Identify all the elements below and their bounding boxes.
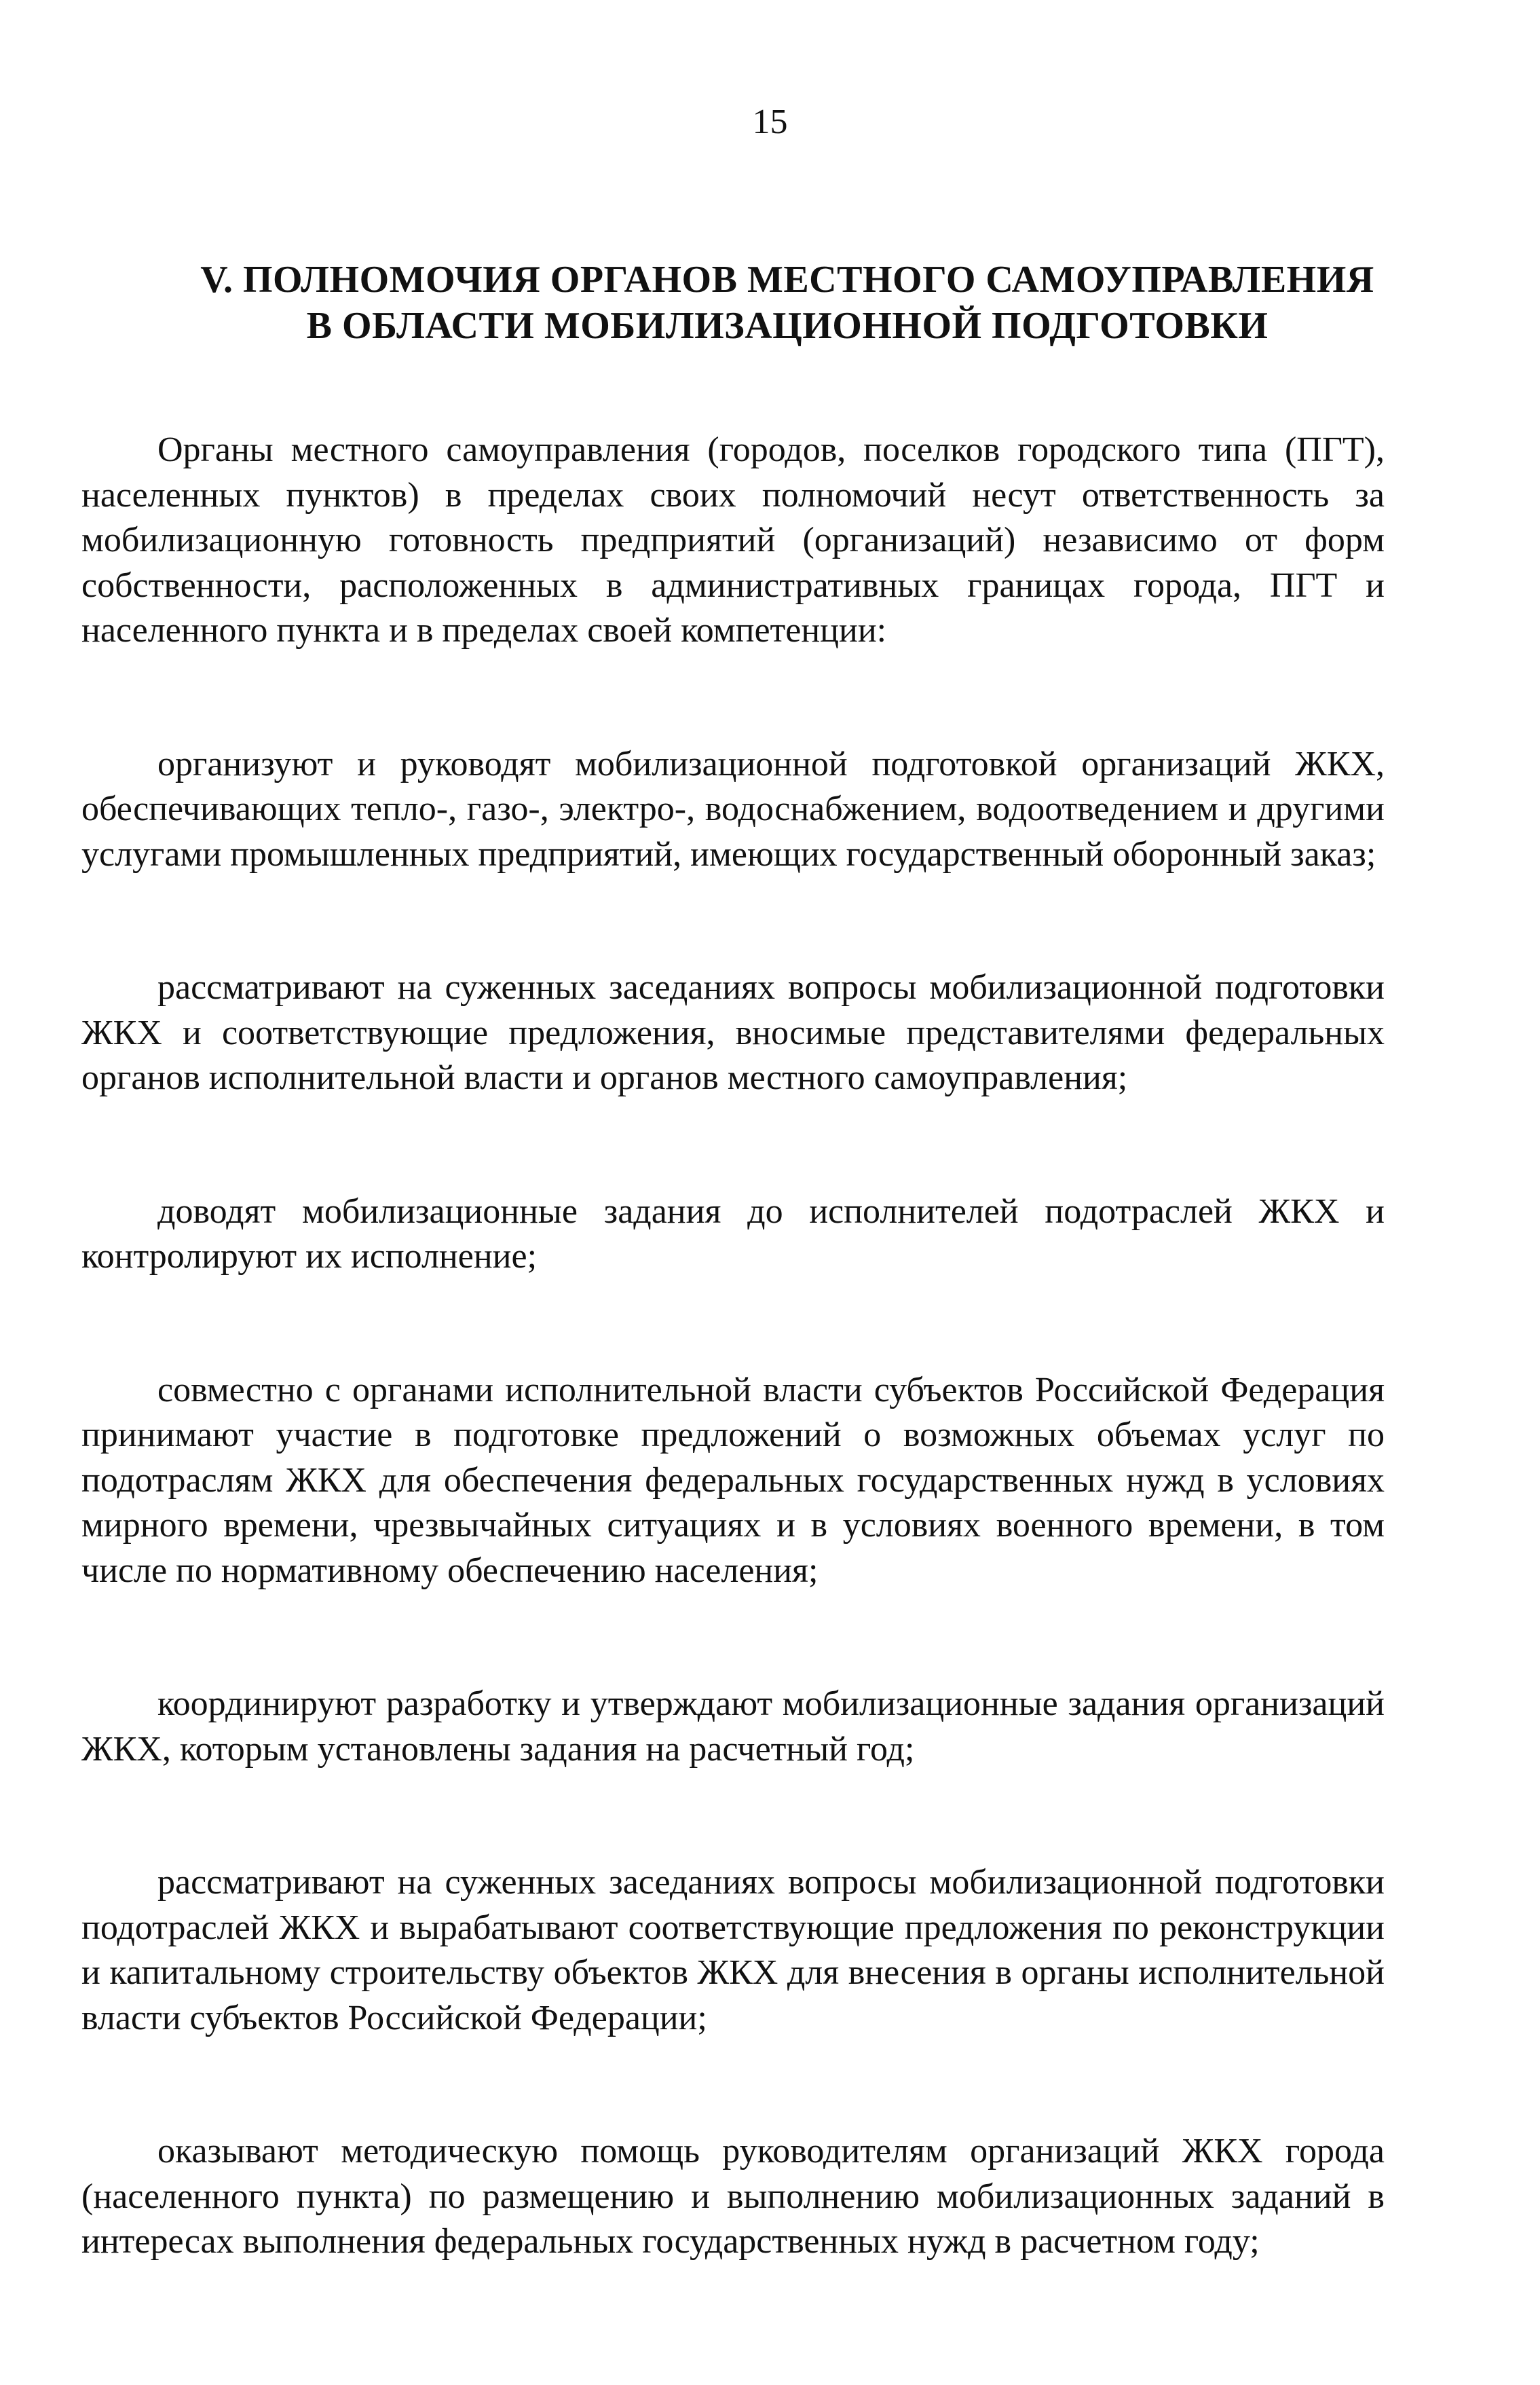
body-text xyxy=(81,428,1385,2265)
page-number: 15 xyxy=(752,103,788,141)
section-heading-line-2: В ОБЛАСТИ МОБИЛИЗАЦИОННОЙ ПОДГОТОВКИ xyxy=(306,305,1269,347)
paragraph-item: совместно с органами исполнительной власти субъектов Российской Федерация принимают участие в подготовке предложений о возможных объемах услуг по подотраслям ЖКХ для обеспечения федеральных государственных нужд в условиях мирного времени, чрезвычайных ситуациях и в условиях военного времени, в том числе по нормативному обеспечению населения; xyxy=(81,1370,1385,1590)
paragraph-item: координируют разработку и утверждают мобилизационные задания организаций ЖКХ, которым установлены задания на расчетный год; xyxy=(81,1684,1385,1769)
section-heading xyxy=(176,257,1398,349)
paragraph-item: рассматривают на суженных заседаниях вопросы мобилизационной подготовки ЖКХ и соответствующие предложения, вносимые представителями федеральных органов исполнительной власти и органов местного самоуправления; xyxy=(81,968,1385,1097)
paragraph-item: организуют и руководят мобилизационной подготовкой организаций ЖКХ, обеспечивающих тепло-, газо-, электро-, водоснабжением, водоотведением и другими услугами промышленных предприятий, имеющих государственный оборонный заказ; xyxy=(81,744,1385,874)
paragraph-intro: Органы местного самоуправления (городов, поселков городского типа (ПГТ), населенных пунктов) в пределах своих полномочий несут ответственность за мобилизационную готовность предприятий (организаций) независимо от форм собственности, расположенных в административных границах города, ПГТ и населенного пункта и в пределах своей компетенции: xyxy=(81,430,1385,650)
paragraph-item: оказывают методическую помощь руководителям организаций ЖКХ города (населенного пункта) по размещению и выполнению мобилизационных заданий в интересах выполнения федеральных государственных нужд в расчетном году; xyxy=(81,2132,1385,2261)
paragraph-item: доводят мобилизационные задания до исполнителей подотраслей ЖКХ и контролируют их исполнение; xyxy=(81,1191,1385,1276)
section-heading-line-1: V. ПОЛНОМОЧИЯ ОРГАНОВ МЕСТНОГО САМОУПРАВЛЕНИЯ xyxy=(200,259,1374,301)
paragraph-item: рассматривают на суженных заседаниях вопросы мобилизационной подготовки подотраслей ЖКХ и вырабатывают соответствующие предложения по реконструкции и капитальному строительству объектов ЖКХ для внесения в органы исполнительной власти субъектов Российской Федерации; xyxy=(81,1863,1385,2037)
